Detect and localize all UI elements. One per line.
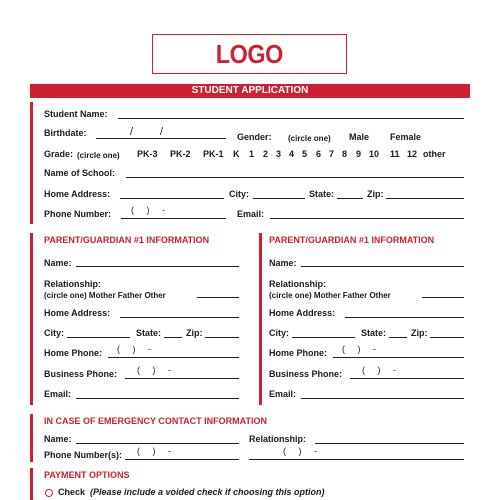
gl-home-phone-label: Home Phone: [44, 348, 103, 358]
payment-check-label[interactable]: Check [58, 487, 86, 497]
gr-relationship-other-field[interactable] [422, 297, 464, 298]
grade-option[interactable]: 7 [329, 149, 335, 159]
gl-name-field[interactable] [76, 266, 239, 267]
gr-email-field[interactable] [301, 398, 464, 399]
gr-home-phone-template: ( ) - [342, 344, 376, 354]
gender-label: Gender: [237, 132, 272, 142]
grade-option[interactable]: 4 [289, 149, 295, 159]
gl-business-phone-template: ( ) - [137, 365, 171, 375]
student-name-field[interactable] [118, 118, 464, 119]
gl-relationship-options[interactable]: (circle one) Mother Father Other [44, 291, 166, 300]
gl-state-field[interactable] [164, 337, 182, 338]
emergency-relationship-label: Relationship: [249, 434, 307, 444]
student-city-label: City: [229, 189, 249, 199]
student-phone-label: Phone Number: [44, 209, 112, 219]
gr-state-label: State: [361, 328, 387, 338]
grade-option[interactable]: 10 [369, 149, 380, 159]
grade-option[interactable]: PK-1 [203, 149, 224, 159]
grade-label: Grade: [44, 149, 74, 159]
logo: LOGO [215, 38, 284, 69]
gl-business-phone-field[interactable] [125, 378, 239, 379]
gr-business-phone-field[interactable] [350, 378, 464, 379]
grade-option[interactable]: 6 [316, 149, 322, 159]
payment-section-bar [30, 468, 33, 500]
grade-option[interactable]: PK-2 [170, 149, 191, 159]
gr-zip-field[interactable] [430, 337, 464, 338]
grade-option[interactable]: 2 [263, 149, 269, 159]
gr-business-phone-template: ( ) - [362, 365, 396, 375]
emergency-name-label: Name: [44, 434, 72, 444]
grade-option[interactable]: 8 [342, 149, 348, 159]
emergency-title: IN CASE OF EMERGENCY CONTACT INFORMATION [44, 416, 268, 426]
student-state-label: State: [309, 189, 335, 199]
gr-name-field[interactable] [301, 266, 464, 267]
gr-city-label: City: [269, 328, 289, 338]
grade-option[interactable]: K [233, 149, 240, 159]
payment-check-note: (Please include a voided check if choosing this option) [90, 487, 325, 497]
gr-state-field[interactable] [389, 337, 407, 338]
emergency-name-field[interactable] [76, 443, 239, 444]
gl-address-field[interactable] [120, 317, 239, 318]
emergency-relationship-field[interactable] [315, 443, 464, 444]
form-title-banner: STUDENT APPLICATION [30, 84, 470, 98]
gl-zip-field[interactable] [205, 337, 239, 338]
gr-business-phone-label: Business Phone: [269, 369, 343, 379]
grade-hint: (circle one) [77, 151, 120, 160]
gr-address-label: Home Address: [269, 308, 336, 318]
grade-option[interactable]: 3 [276, 149, 282, 159]
gr-home-phone-label: Home Phone: [269, 348, 328, 358]
student-address-label: Home Address: [44, 189, 111, 199]
student-address-field[interactable] [120, 198, 224, 199]
gl-relationship-label: Relationship: [44, 279, 102, 289]
gl-home-phone-field[interactable] [108, 357, 239, 358]
student-email-field[interactable] [270, 218, 464, 219]
emergency-phone-1-field[interactable] [125, 459, 239, 460]
student-state-field[interactable] [337, 198, 363, 199]
gender-hint: (circle one) [288, 134, 331, 143]
gl-city-label: City: [44, 328, 64, 338]
school-field[interactable] [126, 177, 464, 178]
gl-business-phone-label: Business Phone: [44, 369, 118, 379]
gr-home-phone-field[interactable] [333, 357, 464, 358]
emergency-phone-2-template: ( ) - [283, 446, 317, 456]
gr-name-label: Name: [269, 258, 297, 268]
birthdate-label: Birthdate: [44, 128, 87, 138]
logo-box [152, 34, 347, 74]
emergency-phone-1-template: ( ) - [137, 446, 171, 456]
gl-address-label: Home Address: [44, 308, 111, 318]
guardian-left-bar [30, 233, 33, 405]
student-email-label: Email: [237, 209, 265, 219]
gl-email-field[interactable] [76, 398, 239, 399]
grade-option[interactable]: 1 [249, 149, 255, 159]
gr-zip-label: Zip: [411, 328, 428, 338]
gr-address-field[interactable] [345, 317, 464, 318]
birthdate-slash-1: / [130, 126, 134, 138]
gr-city-field[interactable] [292, 337, 355, 338]
gl-zip-label: Zip: [186, 328, 203, 338]
student-zip-label: Zip: [367, 189, 384, 199]
student-zip-field[interactable] [386, 198, 464, 199]
grade-option[interactable]: other [423, 149, 446, 159]
gl-name-label: Name: [44, 258, 72, 268]
birthdate-slash-2: / [160, 126, 164, 138]
guardian-right-title: PARENT/GUARDIAN #1 INFORMATION [269, 235, 435, 245]
payment-title: PAYMENT OPTIONS [44, 470, 130, 480]
guardian-left-title: PARENT/GUARDIAN #1 INFORMATION [44, 235, 210, 245]
birthdate-field[interactable] [96, 138, 226, 139]
grade-option[interactable]: 9 [356, 149, 362, 159]
student-phone-template: ( ) - [131, 205, 165, 215]
grade-option[interactable]: 5 [302, 149, 308, 159]
gr-relationship-options[interactable]: (circle one) Mother Father Other [269, 291, 391, 300]
grade-option[interactable]: 11 [390, 149, 400, 159]
student-phone-field[interactable] [121, 218, 226, 219]
grade-option[interactable]: 12 [407, 149, 418, 159]
student-city-field[interactable] [253, 198, 305, 199]
gl-state-label: State: [136, 328, 162, 338]
grade-option[interactable]: PK-3 [137, 149, 158, 159]
gl-email-label: Email: [44, 389, 72, 399]
gl-relationship-other-field[interactable] [197, 297, 239, 298]
student-section-bar [30, 102, 33, 224]
emergency-phones-label: Phone Number(s): [44, 450, 123, 460]
gr-email-label: Email: [269, 389, 297, 399]
payment-check-radio[interactable] [45, 489, 53, 497]
guardian-right-bar [259, 233, 262, 405]
student-name-label: Student Name: [44, 109, 108, 119]
gender-female-option[interactable]: Female [390, 132, 422, 142]
emergency-section-bar [30, 414, 33, 462]
gl-home-phone-template: ( ) - [117, 344, 151, 354]
gender-male-option[interactable]: Male [349, 132, 370, 142]
emergency-phone-2-field[interactable] [249, 459, 464, 460]
gr-relationship-label: Relationship: [269, 279, 327, 289]
gl-city-field[interactable] [67, 337, 130, 338]
school-label: Name of School: [44, 168, 116, 178]
